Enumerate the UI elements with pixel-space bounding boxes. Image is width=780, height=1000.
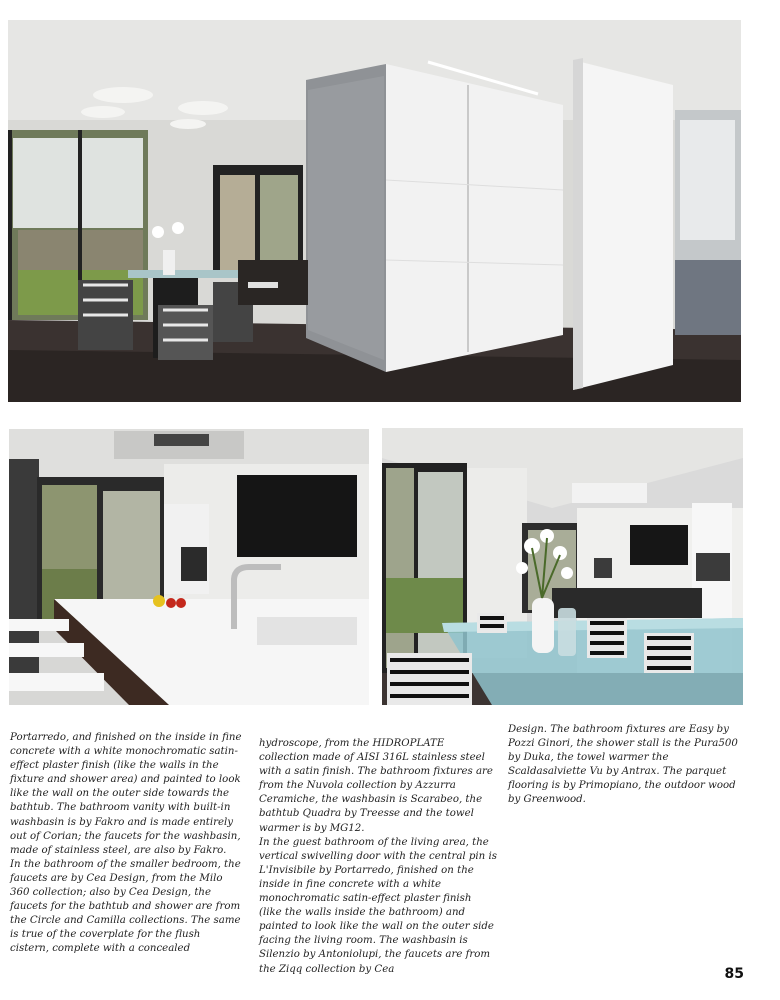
paragraph: In the bathroom of the smaller bedroom, the faucets are by Cea Design, from the Milo 360 collection; also by Cea Design, the faucets for the bathtub and shower are from the Circle and Camilla collections. The same is true of the coverplate for the flush cistern, complete with a concealed xyxy=(10,858,241,955)
paragraph: Design. The bathroom fixtures are Easy by Pozzi Ginori, the shower stall is the Pura500 by Duka, the towel warmer the Scaldasalviette Vu by Antrax. The parquet flooring is by Primopiano, the outdoor wood by Greenwood. xyxy=(508,724,738,806)
photo-kitchen-island xyxy=(9,429,369,705)
text-column-1 xyxy=(10,731,242,957)
page-number: 85 xyxy=(724,966,744,982)
paragraph: In the guest bathroom of the living area, the vertical swivelling door with the central pin is L'Invisibile by Portarredo, finished on the inside in fine concrete with a white monochromatic satin-effect plaster finish (like the walls inside the bathroom) and painted to look like the wall on the outer side facing the living room. The washbasin is Silenzio by Antoniolupi, the faucets are from the Ziqq collection by Cea xyxy=(259,836,497,975)
text-column-2 xyxy=(259,737,497,977)
paragraph: hydroscope, from the HIDROPLATE collection made of AISI 316L stainless steel with a satin finish. The bathroom fixtures are from the Nuvola collection by Azzurra Ceramiche, the washbasin is Scarabeo, the bathtub Quadra by Treesse and the towel warmer is by MG12. xyxy=(259,738,493,834)
photo-living-area xyxy=(8,20,741,402)
paragraph: Portarredo, and finished on the inside in fine concrete with a white monochromatic satin-effect plaster finish (like the walls in the fixture and shower area) and painted to look like the wall on the outer side towards the bathtub. The bathroom vanity with built-in washbasin is by Fakro and is made entirely out of Corian; the faucets for the washbasin, made of stainless steel, are also by Fakro. xyxy=(10,732,242,856)
text-column-3 xyxy=(508,723,740,808)
photo-dining-kitchen xyxy=(382,428,743,705)
